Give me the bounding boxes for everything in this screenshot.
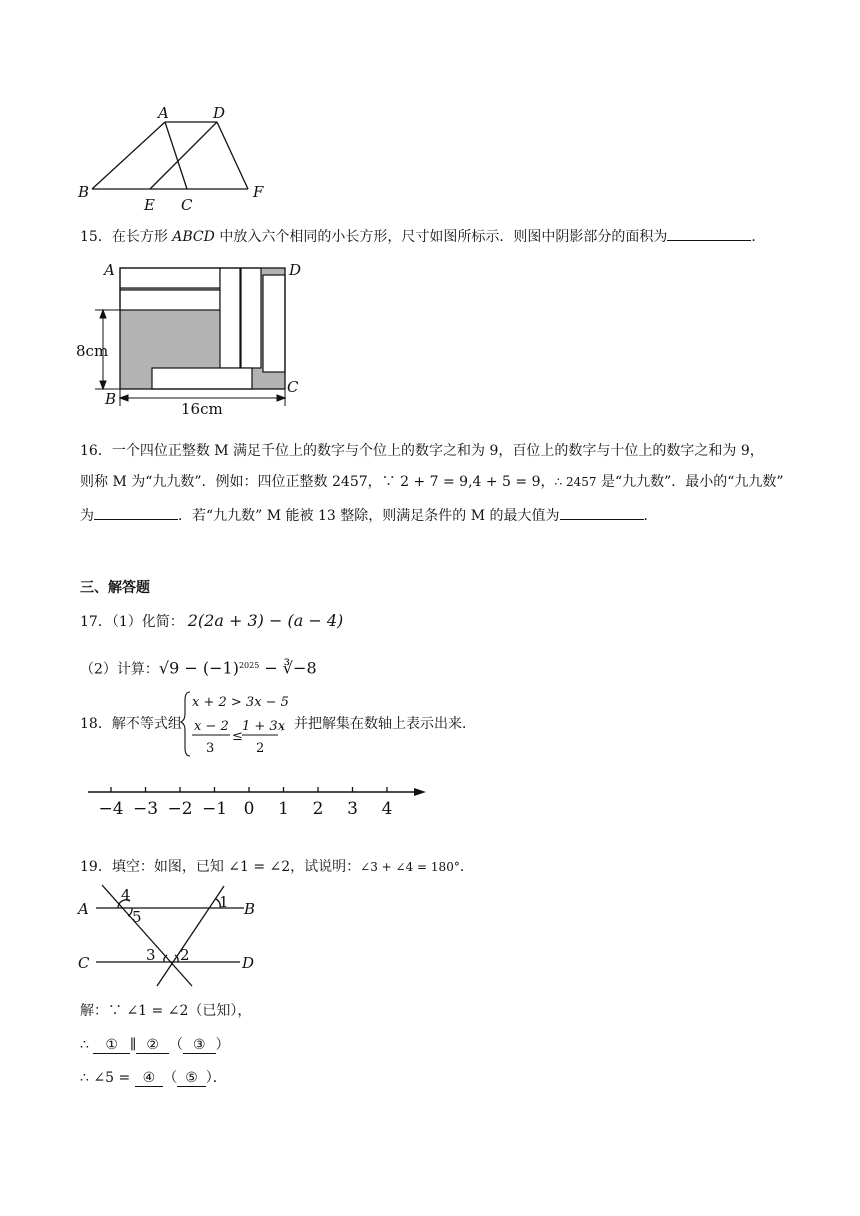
number-line-tick-label: −2 [167,799,193,819]
label-B: B [244,900,256,918]
number-line-tick-label: 4 [381,799,393,819]
number-line-tick-label: 3 [347,799,358,819]
answer-blank-16a[interactable] [94,505,178,520]
trapezoid-figure [70,100,280,215]
small-rect-2 [120,290,220,310]
ineq2-relation: ≤ [232,729,243,744]
solution-line-2: ∴ ① ∥ ② （ ③ ） [80,1037,230,1053]
number-line-tick-label: 2 [312,799,324,819]
angle-label-3: 3 [146,946,156,964]
blank-3[interactable]: ③ [183,1037,216,1054]
segment-DF [217,122,248,189]
small-rect-4 [241,268,261,368]
label-F: F [253,183,264,201]
number-line-arrow [414,788,426,796]
inequality-system [180,688,289,760]
label-B: B [105,390,117,408]
question-17-part1: 17．（1）化简： 2(2a + 3) − (a − 4) [80,611,344,630]
small-rect-6 [152,368,252,389]
blank-1[interactable]: ① [93,1037,130,1054]
number-line [80,780,430,820]
solution-line-1: 解：∵ ∠1 = ∠2（已知）， [80,1003,252,1019]
number-line-tick-label: −3 [132,799,159,819]
ineq2-right-denominator: 2 [256,741,265,756]
angle-label-1: 1 [219,893,229,911]
angle-label-5: 5 [132,908,142,926]
left-brace [181,692,190,756]
rectangle-figure [75,258,315,418]
answer-blank-16b[interactable] [560,505,644,520]
angle-label-2: 2 [180,946,190,964]
blank-2[interactable]: ② [136,1037,169,1054]
section-title: 三、解答题 [80,580,150,596]
width-label: 16cm [181,400,223,418]
label-C: C [181,196,193,214]
number-line-tick-label: −4 [98,799,124,819]
small-rect-1 [120,268,220,288]
angle-label-4: 4 [121,886,131,904]
number-line-tick-label: −1 [201,799,228,819]
label-D: D [289,261,302,279]
number-line-tick-label: 1 [278,799,289,819]
small-rect-5 [263,275,285,372]
ineq2-right-numerator: 1 + 3x [242,719,286,734]
label-E: E [144,196,155,214]
ineq2-left-numerator: x − 2 [194,719,229,734]
parallel-lines-figure [72,880,272,992]
number-line-tick-label: 0 [243,799,255,819]
transversal-1 [102,885,192,986]
blank-4[interactable]: ④ [135,1070,164,1087]
label-D: D [242,954,255,972]
label-D: D [213,104,226,122]
question-19: 19．填空：如图，已知 ∠1 = ∠2，试说明：∠3 + ∠4 = 180°． [80,859,474,875]
small-rect-3 [220,268,240,368]
answer-blank-15[interactable] [667,226,751,241]
question-18-suffix: ，并把解集在数轴上表示出来． [280,716,476,732]
label-A: A [104,261,115,279]
blank-5[interactable]: ⑤ [177,1070,206,1087]
question-15: 15．在长方形 ABCD 中放入六个相同的小长方形，尺寸如图所标示．则图中阴影部分的面积为 ． [80,226,765,247]
solution-line-3: ∴ ∠5 = ④ （ ⑤ ）． [80,1070,227,1086]
transversal-2 [157,886,224,986]
label-A: A [78,900,89,918]
question-16-line1: 16．一个四位正整数 M 满足千位上的数字与个位上的数字之和为 9，百位上的数字与十位上的数字之和为 9， [80,443,764,459]
height-label: 8cm [76,342,109,360]
question-16-line2: 则称 M 为“九九数”．例如：四位正整数 2457，∵ 2 + 7 = 9,4 + 5 = 9，∴ 2457 是“九九数”．最小的“九九数” [80,474,784,490]
question-16-line3: 为 ．若“九九数” M 能被 13 整除，则满足条件的 M 的最大值为 ． [80,505,658,526]
angle-3-arc [164,955,167,962]
segment-BA [92,122,165,189]
label-A: A [158,104,169,122]
ineq2-left-denominator: 3 [206,741,215,756]
question-18-label: 18．解不等式组 [80,716,182,732]
question-17-part2: （2）计算：$√9 - (-1)^{2025}$ − ∛−8 [80,658,317,678]
inequality-1: x + 2 > 3x − 5 [192,695,289,710]
label-B: B [78,183,90,201]
label-C: C [78,954,90,972]
label-C: C [287,378,299,396]
